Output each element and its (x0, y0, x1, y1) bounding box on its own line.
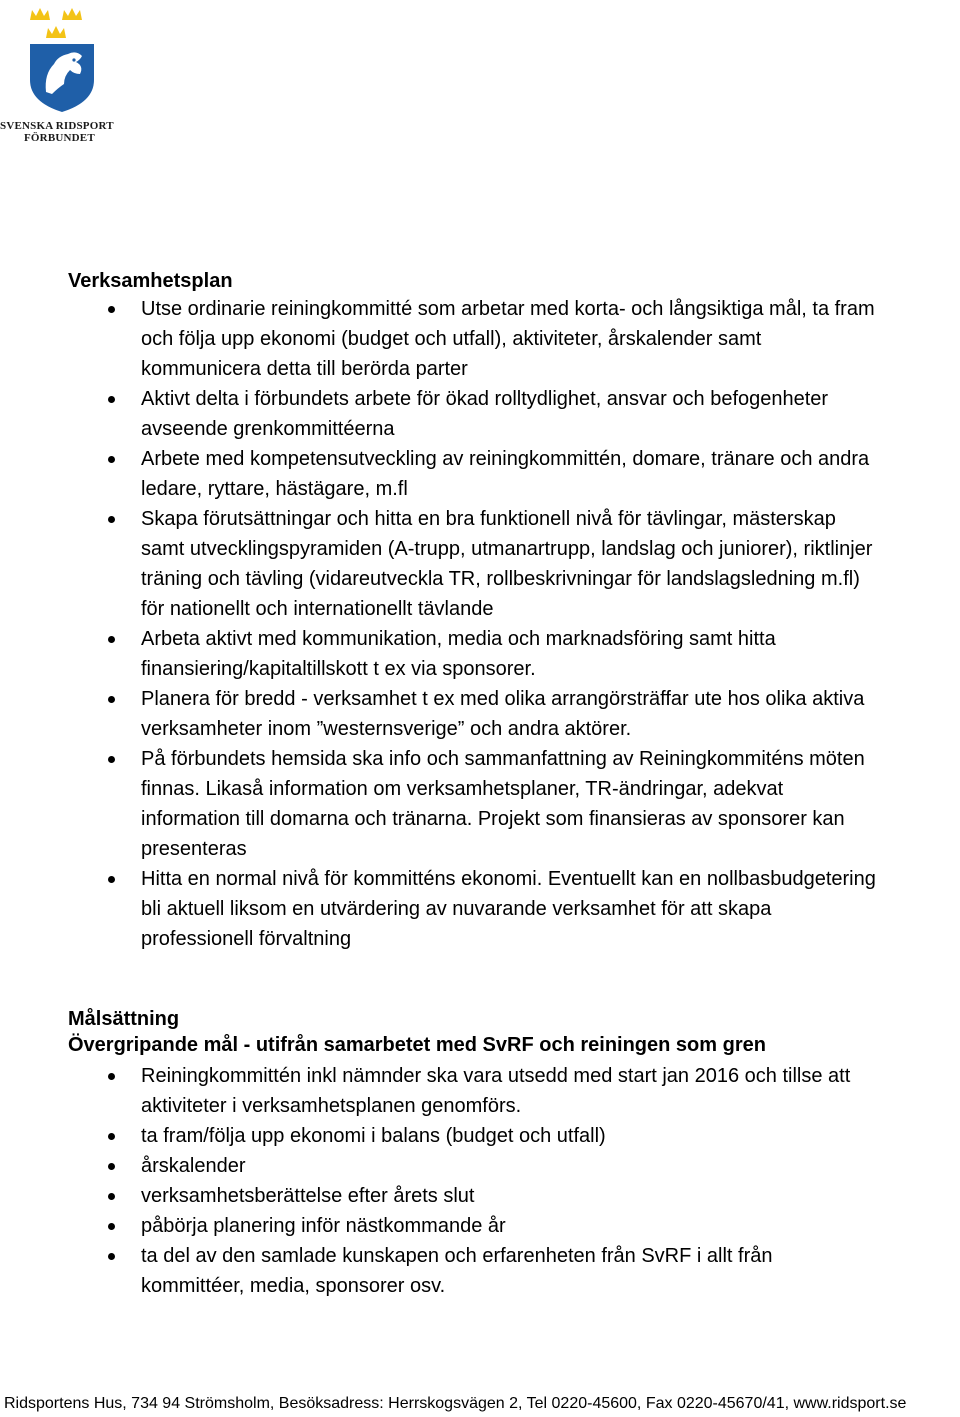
crest-icon (28, 4, 96, 112)
goals-list (0, 1061, 960, 1301)
list-item: Arbete med kompetensutveckling av reiningkommittén, domare, tränare och andra ledare, ryttare, hästägare, m.fl (0, 444, 960, 504)
section-subtitle-goals: Övergripande mål - utifrån samarbetet med SvRF och reiningen som gren (68, 1034, 766, 1056)
list-item: Planera för bredd - verksamhet t ex med olika arrangörsträffar ute hos olika aktiva verksamheter inom ”westernsverige” och andra aktörer. (0, 684, 960, 744)
page-footer: Ridsportens Hus, 734 94 Strömsholm, Besöksadress: Herrskogsvägen 2, Tel 0220-45600, Fax 0220-45670/41, www.ridsport.se (4, 1395, 907, 1412)
list-item: ta del av den samlade kunskapen och erfarenheten från SvRF i allt från kommittéer, media, sponsorer osv. (0, 1241, 960, 1301)
list-item: Aktivt delta i förbundets arbete för ökad rolltydlighet, ansvar och befogenheter avseende grenkommittéerna (0, 384, 960, 444)
organization-name-line2: FÖRBUNDET (24, 132, 95, 144)
list-item: Arbeta aktivt med kommunikation, media och marknadsföring samt hitta finansiering/kapitaltillskott t ex via sponsorer. (0, 624, 960, 684)
list-item: påbörja planering inför nästkommande år (0, 1211, 960, 1241)
list-item: På förbundets hemsida ska info och sammanfattning av Reiningkommiténs möten finnas. Likaså information om verksamhetsplaner, TR-ändringar, adekvat information till domarna och tränarna. Projekt som finansieras av sponsorer kan presenteras (0, 744, 960, 864)
list-item: ta fram/följa upp ekonomi i balans (budget och utfall) (0, 1121, 960, 1151)
list-item: Utse ordinarie reiningkommitté som arbetar med korta- och långsiktiga mål, ta fram och följa upp ekonomi (budget och utfall), aktiviteter, årskalender samt kommunicera detta till berörda parter (0, 294, 960, 384)
list-item: verksamhetsberättelse efter årets slut (0, 1181, 960, 1211)
section-title-plan: Verksamhetsplan (68, 270, 233, 292)
list-item: Reiningkommittén inkl nämnder ska vara utsedd med start jan 2016 och tillse att aktiviteter i verksamhetsplanen genomförs. (0, 1061, 960, 1121)
organization-logo (0, 4, 124, 144)
list-item: årskalender (0, 1151, 960, 1181)
plan-list (0, 294, 960, 954)
list-item: Hitta en normal nivå för kommitténs ekonomi. Eventuellt kan en nollbasbudgetering bli aktuell liksom en utvärdering av nuvarande verksamhet för att skapa professionell förvaltning (0, 864, 960, 954)
list-item: Skapa förutsättningar och hitta en bra funktionell nivå för tävlingar, mästerskap samt utvecklingspyramiden (A-trupp, utmanartrupp, landslag och juniorer), riktlinjer träning och tävling (vidareutveckla TR, rollbeskrivningar för landslagsledning m.fl) för nationellt och internationellt tävlande (0, 504, 960, 624)
section-title-goals: Målsättning (68, 1008, 180, 1030)
organization-name-line1: SVENSKA RIDSPORT (0, 120, 114, 132)
